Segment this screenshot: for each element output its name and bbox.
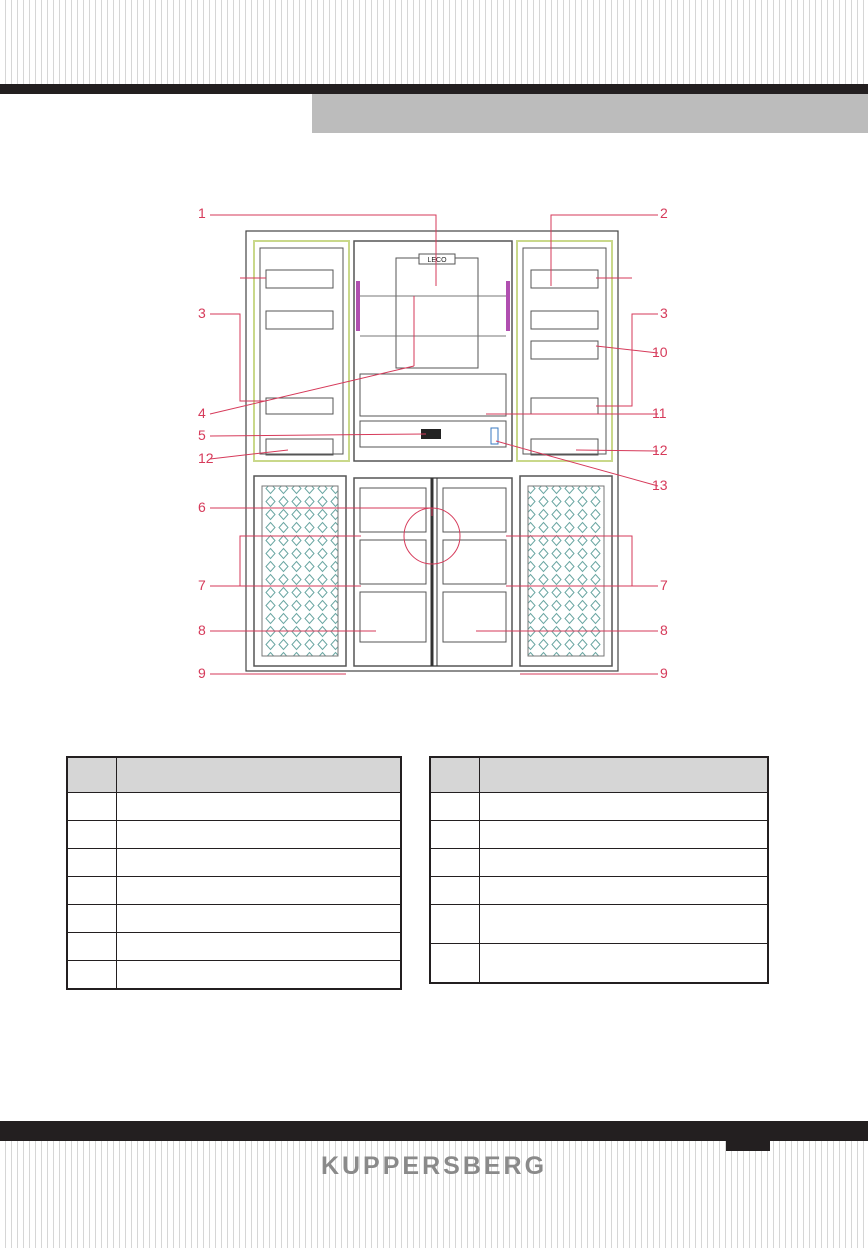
callout-6: 6 bbox=[198, 499, 206, 515]
table-row bbox=[430, 877, 768, 905]
header-cell bbox=[430, 757, 480, 793]
callout-8-left: 8 bbox=[198, 622, 206, 638]
table-header-row bbox=[67, 757, 401, 793]
top-bar bbox=[0, 84, 868, 94]
header-cell bbox=[67, 757, 117, 793]
table-row bbox=[67, 877, 401, 905]
callout-9-right: 9 bbox=[660, 665, 668, 681]
callout-7-right: 7 bbox=[660, 577, 668, 593]
callout-10: 10 bbox=[652, 344, 668, 360]
logo-text: LECO bbox=[427, 257, 447, 264]
parts-table-right bbox=[429, 756, 769, 984]
section-header-band bbox=[312, 94, 868, 133]
header-cell bbox=[117, 757, 402, 793]
table-row bbox=[67, 821, 401, 849]
callout-12-left: 12 bbox=[198, 450, 214, 466]
callout-11: 11 bbox=[652, 405, 667, 421]
refrigerator-diagram bbox=[186, 196, 682, 692]
page-number-tab bbox=[726, 1141, 770, 1151]
callout-12-right: 12 bbox=[652, 442, 668, 458]
table-row bbox=[430, 821, 768, 849]
table-row bbox=[430, 944, 768, 984]
callout-labels-right bbox=[652, 205, 668, 681]
table-row bbox=[430, 849, 768, 877]
callout-9-left: 9 bbox=[198, 665, 206, 681]
callout-1: 1 bbox=[198, 205, 206, 221]
fridge-center bbox=[354, 241, 512, 461]
table-row bbox=[67, 793, 401, 821]
brand-logo: KUPPERSBERG bbox=[320, 1152, 548, 1180]
callout-4: 4 bbox=[198, 405, 206, 421]
table-row bbox=[67, 933, 401, 961]
table-row bbox=[430, 905, 768, 944]
callout-13: 13 bbox=[652, 477, 668, 493]
right-upper-door bbox=[517, 241, 612, 461]
top-stripe-pattern bbox=[0, 0, 868, 84]
header-cell bbox=[480, 757, 769, 793]
table-header-row bbox=[430, 757, 768, 793]
right-freezer-door bbox=[520, 476, 612, 666]
bottom-bar bbox=[0, 1121, 868, 1141]
parts-table-left bbox=[66, 756, 402, 990]
freezer-drawers bbox=[354, 478, 512, 666]
left-freezer-door bbox=[254, 476, 346, 666]
callout-7-left: 7 bbox=[198, 577, 206, 593]
callout-3-left: 3 bbox=[198, 305, 206, 321]
table-row bbox=[67, 905, 401, 933]
table-row bbox=[430, 793, 768, 821]
callout-5: 5 bbox=[198, 427, 206, 443]
table-row bbox=[67, 849, 401, 877]
callout-3-right: 3 bbox=[660, 305, 668, 321]
callout-2: 2 bbox=[660, 205, 668, 221]
left-upper-door bbox=[254, 241, 349, 461]
callout-labels-left bbox=[198, 205, 214, 681]
table-row bbox=[67, 961, 401, 990]
callout-8-right: 8 bbox=[660, 622, 668, 638]
